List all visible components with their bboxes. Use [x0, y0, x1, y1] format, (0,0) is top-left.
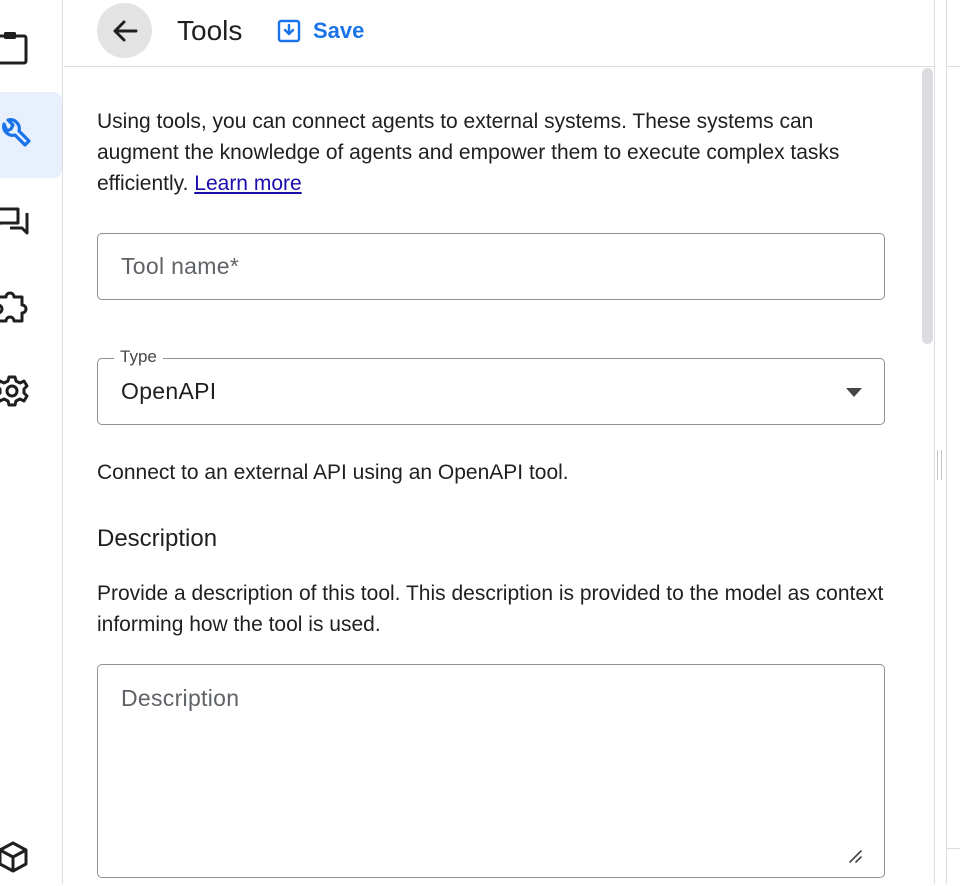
puzzle-icon [0, 289, 32, 323]
panel-divider [934, 0, 935, 884]
save-button[interactable] [277, 14, 364, 48]
intro-paragraph [97, 106, 887, 199]
panel-resize-handle[interactable] [937, 450, 942, 480]
intro-text: Using tools, you can connect agents to external systems. These systems can augment the knowledge of agents and empower them to execute complex tasks efficiently. [97, 110, 840, 195]
type-select-label: Type [114, 347, 163, 367]
description-placeholder: Description [121, 685, 240, 711]
clipboard-icon [0, 31, 30, 65]
dropdown-arrow-icon [846, 388, 862, 397]
rail-item-settings[interactable] [0, 362, 62, 420]
type-helper-text: Connect to an external API using an OpenAPI tool. [97, 461, 569, 484]
tool-name-field[interactable] [97, 233, 885, 300]
description-textarea[interactable] [97, 664, 885, 878]
cube-icon [0, 840, 30, 874]
description-section-title: Description [97, 525, 218, 552]
rail-item-conversations[interactable] [0, 192, 62, 250]
gear-icon [0, 374, 32, 408]
left-nav-rail [0, 0, 63, 884]
wrench-icon [0, 118, 34, 152]
scrollbar-thumb[interactable] [922, 68, 933, 344]
page-title: Tools [177, 15, 243, 46]
type-select[interactable] [97, 347, 885, 425]
page-header [64, 0, 934, 67]
description-help-text: Provide a description of this tool. This description is provided to the model as context informing how the tool is used. [97, 582, 884, 636]
rail-item-tools[interactable] [0, 92, 62, 178]
right-panel-header-line [947, 66, 960, 67]
learn-more-link[interactable]: Learn more [194, 172, 302, 195]
save-button-label: Save [313, 18, 365, 43]
right-panel-footer-line [947, 848, 960, 849]
rail-item-resources[interactable] [0, 828, 62, 886]
back-button[interactable] [97, 3, 152, 58]
type-select-value: OpenAPI [121, 378, 217, 404]
rail-item-clipboard[interactable] [0, 19, 62, 77]
arrow-back-icon [111, 17, 139, 45]
rail-item-integrations[interactable] [0, 277, 62, 335]
conversation-icon [0, 204, 32, 238]
resize-handle-icon[interactable] [848, 849, 862, 863]
save-icon [277, 19, 301, 43]
tool-form [64, 68, 920, 884]
right-side-panel [946, 0, 960, 884]
tool-name-placeholder: Tool name* [121, 253, 240, 279]
